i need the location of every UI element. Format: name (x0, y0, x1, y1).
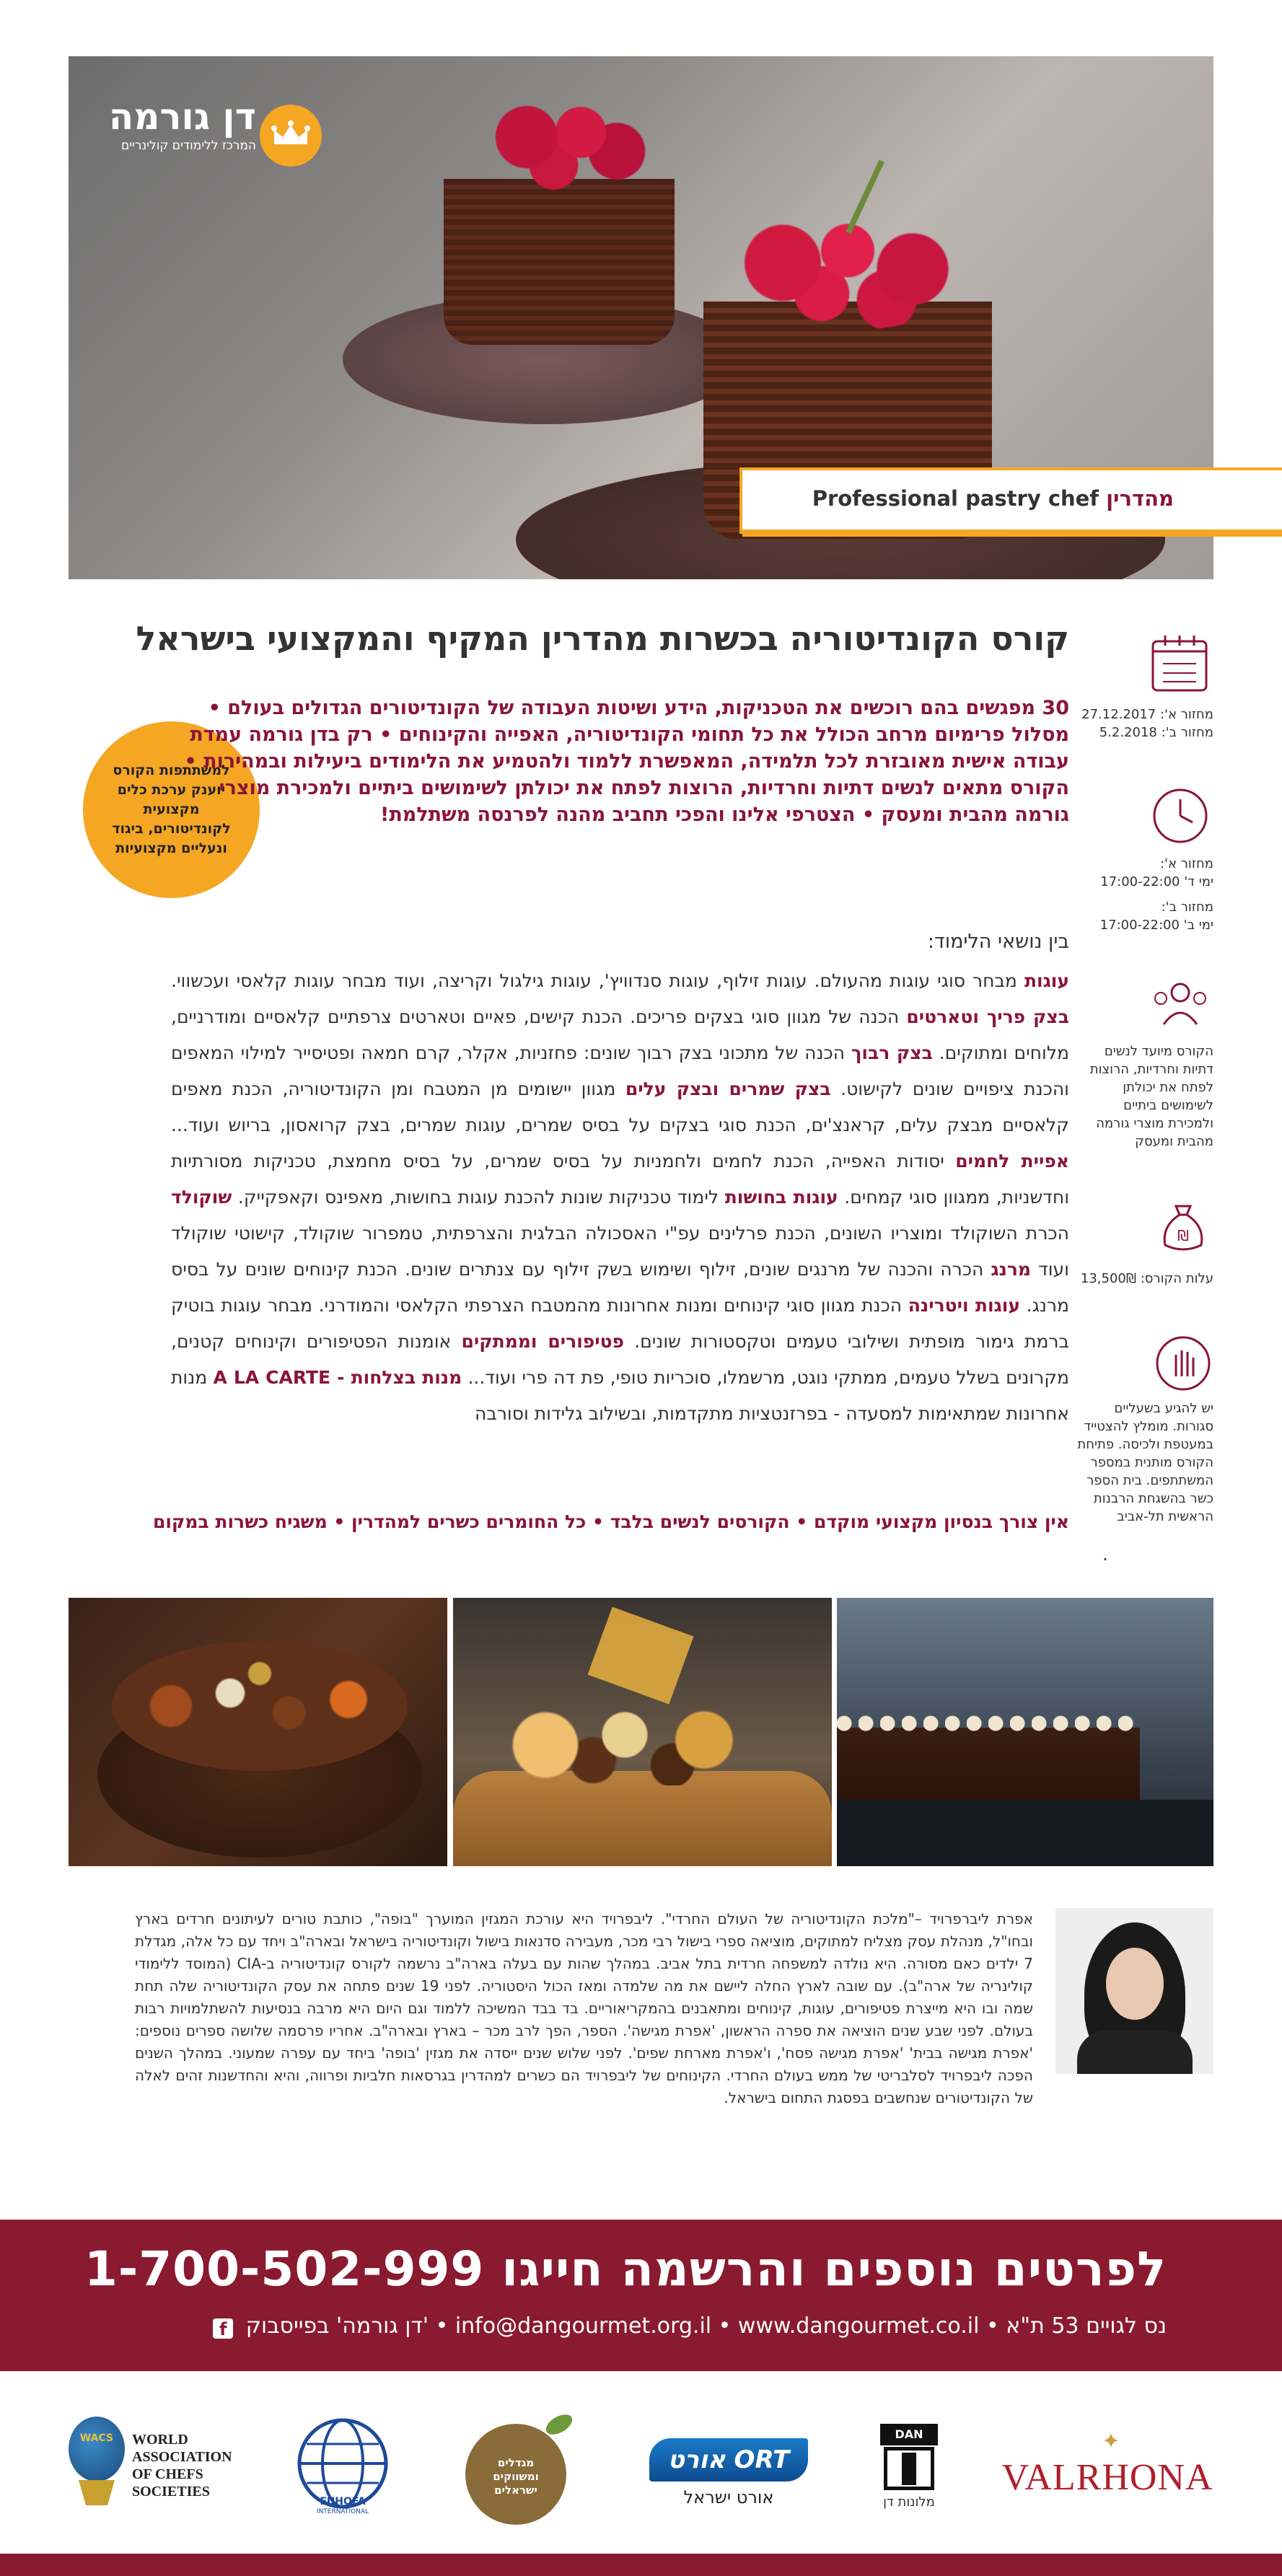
valrhona-logo: ✦ VALRHONA (992, 2402, 1223, 2518)
dessert-photo-tart (69, 1598, 447, 1866)
money-bag-icon (1158, 1197, 1208, 1258)
dan-hotels-text: מלונות דן (883, 2494, 935, 2510)
dessert-photo-cake (453, 1598, 832, 1866)
contact-banner (0, 2220, 1282, 2371)
author-portrait (1055, 1908, 1213, 2074)
price-text: עלות הקורס: 13,500₪ (1080, 1271, 1213, 1286)
dessert-photo-slice (837, 1598, 1213, 1866)
topic-keyword: מנות בצלחות - A LA CARTE (213, 1367, 462, 1388)
dan-hotels-logo (869, 2402, 949, 2518)
topic-description: יסודות האפייה, הכנת לחמים ולחמניות על בסיס שמרים, על בסיס מחמצת, טכניקות מסורתיות וחדשניות, ממגוון סוגי קמחים. (171, 1151, 1069, 1208)
svg-text:₪: ₪ (1177, 1227, 1189, 1244)
topic-keyword: בצק שמרים ובצק עלים (625, 1078, 831, 1099)
facebook-icon: f (213, 2318, 233, 2339)
gift-badge: למשתתפות הקורס יוענק ערכת כלים מקצועית לקונדיטורים, ביגוד ונעליים מקצועיות (83, 721, 260, 898)
footer-highlights: אין צורך בנסיון מקצועי מוקדם • הקורסים לנשים בלבד • כל החומרים כשרים למהדרין • משגיח כשרות במקום (152, 1511, 1069, 1532)
audience-text: הקורס מיועד לנשים דתיות וחרדיות, הרוצות לפתח את יכולתן לשימושים ביתיים ולמכירת מוצרי גורמה מהבית ומעסק (1089, 1044, 1213, 1149)
ort-text: אורט ישראל (683, 2487, 774, 2507)
banner-stripe (742, 529, 1282, 537)
time-cycle-a-label: מחזור א': (1159, 856, 1213, 871)
topics-body (171, 963, 1069, 1432)
back-raspberries (473, 100, 653, 193)
back-dessert (444, 179, 675, 345)
cta-contact (213, 2313, 1167, 2339)
topic-description: מבחר סוגי עוגות מהעולם. עוגות זילוף, עוגות סנדוויץ', עוגות גילגול וקריצה, ועוד מבחר עוגות קלאסי ועכשווי. (171, 970, 1024, 991)
topic-description: אומנות הפטיפורים וקינוחים קטנים, מקרונים בשלל טעמים, ממתקי נוגט, מרשמלו, סוכריות טופי, פת דה פרי ועוד... (171, 1331, 1070, 1388)
dan-gourmet-logo (94, 97, 325, 177)
footer-dot: . (1102, 1544, 1108, 1565)
author-bio: אפרת ליברפרויד –"מלכת הקונדיטוריה של העולם החרדי". ליבפרויד היא עורכת המגזין המוערך "בופה", כותבת טורים לעיתונים חרדים בארץ ובחו"ל, מנהלת עסק מצליח למתוקים, מוציאה ספרי בישול רבי מכר, מעבירה סדנאות בישול וקונדיטוריה בישראל ובארה"ב ויחד עם כל אלה, מגדלת 7 ילדים כאם מסורה. היא נולדה למשפחה חרדית בתל אביב. במהלך שהות עם בעלה בארה"ב נרשמה לקורס קונדיטוריה ב-CIA (המוסד ללימודי קולינריה של ארה"ב). עם שובה לארץ החלה ליישם את מה שלמדה ומאז הכול היסטוריה. לפני 19 שנים פתחה את עסק הקונדיטוריה שלה תחת שמה ובו היא מייצרת פטיפורים, עוגות, קינוחים ומתאבנים בהמקריאוריים. בד בבד המשיכה ללמוד וגם היום היא מרבה בנסיעות להשתלמויות רבות בעולם. לפני שבע שנים הוציאה את ספרה הראשון, 'אפרת מגישה'. הספר, הפך לרב מכר – בארץ ובארה"ב. אחריו פרסמה שלושה ספרים נוספים: 'אפרת מגישה בבית' 'אפרת מגישה פסח', ו'אפרת מארחת שפים'. לפני שלוש שנים ייסדה את מגזין 'בופה' ביחד עם עפרה שמעוני. במהלך השנים הפכה ליבפרויד לסלבריטי של ממש בעולם החרדי. הקינוחים של ליבפרויד הם כשרים למהדרין בגרסאות חלביות ופרווה, והיא והחדשנות זהים לאלה של הקונדיטורים שנחשבים בפסגת התחום בישראל. (135, 1910, 1033, 2106)
time-cycle-b: ימי ב' 17:00-22:00 (1099, 918, 1213, 933)
topic-keyword: פטיפורים וממתקים (461, 1331, 625, 1352)
notes-text: יש להגיע בשעליים סגורות. מומלץ להצטייד במעטפת ולכיסה. פתיחת הקורס מותנית במספר המשתתפים. בית הספר כשר בהשגחת הרבנות הראשית תל-אביב (1077, 1401, 1213, 1524)
euhofa-sub: INTERNATIONAL (316, 2508, 369, 2515)
topic-description: הכרת השוקולד ומוצריו השונים, הכנת פרלינים עפ"י האסכולה הבלגית והצרפתית, טמפרור שוקולד, קישוטי שוקולד ועוד (171, 1223, 1069, 1280)
times-text (1076, 855, 1213, 934)
wacs-badge: WACS (79, 2432, 114, 2444)
people-icon (1151, 980, 1210, 1034)
banner-en: Professional pastry chef (812, 486, 1099, 511)
topic-description: הכנה של מתכוני בצק רבוך שונים: פחזניות, אקלר, קרם חמאה ופטיסייר למילוי המאפים והכנת ציפויים שונים לקישוט. (171, 1042, 1069, 1099)
topic-description: מגוון יישומים מן המטבח ומן הקונדיטוריה, הכנת מאפים קלאסיים מבצק עלים, קראנצ'ים, הכנת סוגי בצקים על בסיס שמרים, עוגות שמרים, בצק קרואסון, בריוש ועוד... (171, 1078, 1069, 1135)
topic-description: הכנת מגוון סוגי קינוחים ומנות אחרונות מהמטבח הצרפתי הקלאסי והמודרני. מבחר עוגות בוטיק ברמת גימור מופתית ושילובי טעמים וטקסטורות שונים. (171, 1295, 1069, 1352)
topic-keyword: שוקולד (171, 1187, 232, 1208)
cta-headline: לפרטים נוספים והרשמה חייגו 1-700-502-999 (84, 2241, 1167, 2297)
ort-emblem: אורט ORT (649, 2438, 808, 2482)
topic-keyword: עוגות ויטרינה (908, 1295, 1020, 1316)
topic-description: מנות אחרונות שמתאימות למסעדה - בפרזנטציות מתקדמות, ובשילוב גלידות וסורבה (171, 1367, 1069, 1424)
topic-description: לימוד טכניקות שונות להכנת עוגות בחושות, מאפינס וקאפקייק. (232, 1187, 725, 1208)
ort-logo (649, 2402, 808, 2518)
euhofa-text: EUHOFA (320, 2496, 366, 2507)
brand-subtitle: המרכז ללימודים קולינריים (120, 139, 256, 153)
page-title: קורס הקונדיטוריה בכשרות מהדרין המקיף והמקצועי בישראל (136, 619, 1069, 658)
valrhona-text: VALRHONA (1001, 2457, 1213, 2498)
wacs-text: WORLD ASSOCIATION OF CHEFS SOCIETIES (132, 2432, 232, 2500)
topic-keyword: בצק פריך וטארטים (906, 1006, 1070, 1027)
dates-text (1076, 705, 1213, 742)
topic-description: הכנה של מגוון סוגי בצקים פריכים. הכנת קישים, פאיים וטארטים צרפתיים קלאסיים ומודרניים, מלוחים ומתוקים. (171, 1006, 1070, 1063)
clock-icon (1151, 786, 1210, 848)
calendar-icon (1147, 631, 1212, 699)
time-cycle-a: ימי ד' 17:00-22:00 (1100, 874, 1213, 889)
hero-banner (739, 467, 1282, 534)
euhofa-logo (292, 2402, 393, 2518)
topic-keyword: מרנג (991, 1259, 1031, 1280)
olive-text: מגדלים ומשווקים ישראלים (493, 2456, 539, 2497)
hand-icon (1154, 1335, 1212, 1395)
topic-keyword: עוגות בחושות (724, 1187, 838, 1208)
dan-hotels-top: DAN (880, 2424, 938, 2445)
time-cycle-b-label: מחזור ב': (1161, 900, 1213, 915)
date-cycle-a: מחזור א': 27.12.2017 (1081, 707, 1213, 722)
banner-text (812, 486, 1174, 511)
wacs-logo (69, 2402, 232, 2518)
topic-keyword: עוגות (1024, 970, 1069, 991)
topics-heading: בין נושאי הלימוד: (927, 931, 1069, 953)
olive-growers-logo (458, 2402, 581, 2518)
topic-keyword: אפיית לחמים (955, 1151, 1069, 1171)
contact-details: נס לגויים 53 ת"א • info@dangourmet.org.il • www.dangourmet.co.il • 'דן גורמה' בפייסבוק (245, 2313, 1167, 2339)
brand-name: דן גורמה (108, 96, 256, 138)
crown-icon (260, 105, 322, 167)
topic-keyword: בצק רבוך (851, 1042, 933, 1063)
intro-text: 30 מפגשים בהם רוכשים את הטכניקות, הידע ושיטות העבודה של הקונדיטורים הגדולים בעולם • מסלול פרימיום מרחב הכולל את כל תחומי הקונדיטוריה, האפייה והקינוחים • רק בדן גורמה עמדת עבודה אישית מאובזרת לכל תלמידה, המאפשרת ללמוד ולהטמיע את הלימודים ביעילות ובמהירות • הקורס מתאים לנשים דתיות וחרדיות, הרוצות לפתח את יכולתן לשימושים ביתיים ולמכירת מוצרי גורמה מהבית ומעסק • הצטרפי אלינו והפכי תחביב מהנה לפרנסה משתלמת! (184, 697, 1069, 826)
topic-description: הכרה והכנה של מרנגים שונים, זילוף ושימוש בשק זילוף עם צנתרים שונים. הכנת קינוחים שונים על בסיס מרנג. (171, 1259, 1069, 1316)
banner-he: מהדרין (1106, 486, 1174, 511)
bottom-bar (0, 2554, 1282, 2576)
date-cycle-b: מחזור ב': 5.2.2018 (1099, 725, 1213, 740)
